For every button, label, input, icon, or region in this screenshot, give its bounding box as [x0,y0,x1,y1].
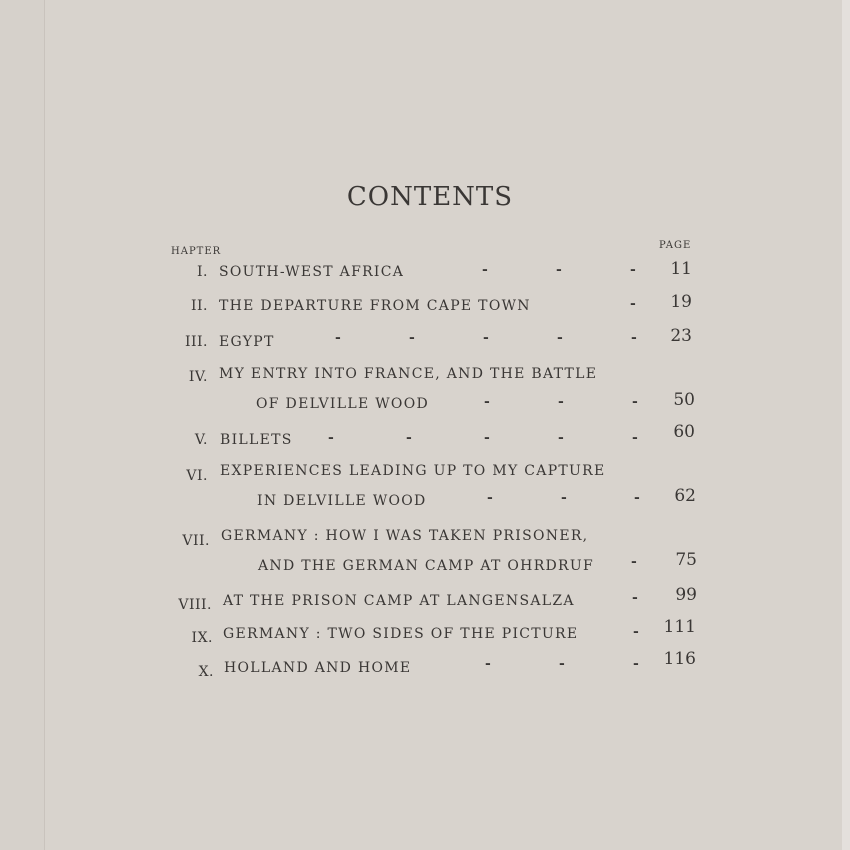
chapter-number: IV. [188,369,208,385]
chapter-number: VIII. [178,597,212,613]
page-number: 62 [674,486,696,506]
chapter-number: V. [194,432,208,448]
chapter-title: THE DEPARTURE FROM CAPE TOWN [219,298,531,314]
leader-dash: - [633,624,639,640]
leader-dash: - [485,656,491,672]
page-gutter [0,0,45,850]
leader-dash: - [632,590,638,606]
page-number: 111 [663,617,696,637]
leader-dash: - [633,656,639,672]
page-number: 23 [670,326,692,346]
chapter-title: HOLLAND AND HOME [224,660,412,676]
page-number: 99 [675,585,697,605]
chapter-number: I. [197,264,208,280]
chapter-title-line-2: AND THE GERMAN CAMP AT OHRDRUF [258,558,595,574]
chapter-header: HAPTER [171,246,222,257]
leader-dash: - [406,430,412,446]
page-number: 50 [673,390,695,410]
chapter-number: X. [198,664,214,680]
leader-dash: - [556,262,562,278]
page-number: 75 [675,550,697,570]
leader-dash: - [484,394,490,410]
leader-dash: - [634,490,640,506]
leader-dash: - [557,330,563,346]
contents-title: CONTENTS [346,182,514,212]
chapter-title-line-1: MY ENTRY INTO FRANCE, AND THE BATTLE [219,366,598,382]
chapter-number: VII. [182,533,210,549]
leader-dash: - [487,490,493,506]
leader-dash: - [630,262,636,278]
leader-dash: - [409,330,415,346]
chapter-number: IX. [191,630,213,646]
leader-dash: - [558,394,564,410]
page-number: 19 [670,292,692,312]
chapter-title: AT THE PRISON CAMP AT LANGENSALZA [223,593,575,609]
page-header: PAGE [659,240,692,251]
chapter-number: III. [184,334,208,350]
page-number: 116 [663,649,696,669]
chapter-title-line-2: IN DELVILLE WOOD [257,493,427,509]
paper-sheet [45,0,842,850]
leader-dash: - [632,394,638,410]
leader-dash: - [483,330,489,346]
chapter-number: II. [190,298,208,314]
leader-dash: - [561,490,567,506]
leader-dash: - [631,554,637,570]
page-number: 60 [673,422,695,442]
chapter-title: EGYPT [219,334,275,350]
chapter-title: SOUTH-WEST AFRICA [219,264,405,280]
chapter-title-line-2: OF DELVILLE WOOD [256,396,429,412]
leader-dash: - [335,330,341,346]
chapter-title: GERMANY : TWO SIDES OF THE PICTURE [223,626,579,642]
leader-dash: - [630,296,636,312]
leader-dash: - [328,430,334,446]
leader-dash: - [631,330,637,346]
page-edge [842,0,850,850]
chapter-number: VI. [186,468,208,484]
chapter-title-line-1: EXPERIENCES LEADING UP TO MY CAPTURE [220,463,606,479]
leader-dash: - [484,430,490,446]
leader-dash: - [482,262,488,278]
leader-dash: - [558,430,564,446]
chapter-title: BILLETS [220,432,293,448]
leader-dash: - [632,430,638,446]
leader-dash: - [559,656,565,672]
chapter-title-line-1: GERMANY : HOW I WAS TAKEN PRISONER, [221,528,589,544]
page-number: 11 [670,259,692,279]
